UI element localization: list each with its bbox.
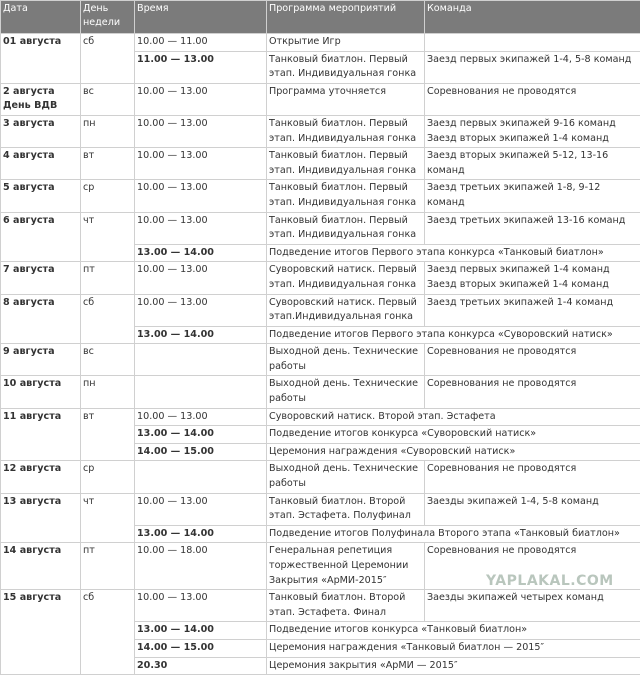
cell-day-of-week: пн (81, 376, 135, 408)
header-team: Команда (425, 1, 640, 34)
cell-program: Подведение итогов конкурса «Суворовский натиск» (267, 426, 640, 444)
cell-day-of-week: чт (81, 493, 135, 543)
date-text: 7 августа (3, 264, 55, 275)
date-text: 8 августа (3, 297, 55, 308)
cell-day-of-week: пн (81, 115, 135, 147)
cell-date (1, 212, 81, 262)
schedule-row (1, 212, 640, 244)
cell-program: Суворовский натиск. Второй этап. Эстафета (267, 408, 640, 426)
cell-program: Выходной день. Технические работы (267, 344, 425, 376)
cell-program: Подведение итогов Полуфинала Второго этапа «Танковый биатлон» (267, 525, 640, 543)
cell-time (135, 344, 267, 376)
cell-time: 10.00 — 18.00 (135, 543, 267, 590)
cell-team: Заезд первых экипажей 9-16 команд Заезд вторых экипажей 1-4 команд (425, 115, 640, 147)
schedule-body (1, 34, 640, 675)
cell-day-of-week: ср (81, 461, 135, 493)
date-text: 12 августа (3, 463, 61, 474)
cell-team: Заезды экипажей четырех команд (425, 590, 640, 622)
schedule-row (1, 294, 640, 326)
schedule-row (1, 344, 640, 376)
header-day (81, 1, 135, 34)
date-text: 15 августа (3, 592, 61, 603)
cell-day-of-week: вт (81, 148, 135, 180)
cell-time: 10.00 — 13.00 (135, 83, 267, 115)
cell-program: Выходной день. Технические работы (267, 461, 425, 493)
date-text: 4 августа (3, 150, 55, 161)
cell-date (1, 376, 81, 408)
cell-time: 13.00 — 14.00 (135, 525, 267, 543)
cell-program: Выходной день. Технические работы (267, 376, 425, 408)
cell-time: 10.00 — 13.00 (135, 148, 267, 180)
cell-day-of-week: сб (81, 34, 135, 84)
cell-time: 13.00 — 14.00 (135, 426, 267, 444)
date-text: 14 августа (3, 545, 61, 556)
cell-date (1, 115, 81, 147)
cell-program: Церемония закрытия «АрМИ — 2015″ (267, 657, 640, 675)
cell-program: Подведение итогов Первого этапа конкурса «Суворовский натиск» (267, 326, 640, 344)
cell-date (1, 344, 81, 376)
cell-time: 11.00 — 13.00 (135, 51, 267, 83)
cell-date (1, 83, 81, 115)
cell-program: Танковый биатлон. Первый этап. Индивидуальная гонка (267, 51, 425, 83)
cell-program: Танковый биатлон. Второй этап. Эстафета. Финал (267, 590, 425, 622)
header-day-line1: День (83, 3, 108, 14)
header-row (1, 1, 640, 34)
cell-date (1, 461, 81, 493)
cell-time: 10.00 — 13.00 (135, 590, 267, 622)
cell-program: Церемония награждения «Суворовский натиск» (267, 443, 640, 461)
cell-time (135, 376, 267, 408)
cell-time: 10.00 — 13.00 (135, 294, 267, 326)
cell-date (1, 408, 81, 461)
cell-program: Танковый биатлон. Первый этап. Индивидуальная гонка (267, 212, 425, 244)
cell-team: Заезд третьих экипажей 1-8, 9-12 команд (425, 180, 640, 212)
schedule-row (1, 148, 640, 180)
schedule-row (1, 590, 640, 622)
schedule-row (1, 262, 640, 294)
cell-program: Танковый биатлон. Первый этап. Индивидуальная гонка (267, 180, 425, 212)
cell-time: 10.00 — 11.00 (135, 34, 267, 52)
schedule-row (1, 461, 640, 493)
cell-program: Суворовский натиск. Первый этап.Индивидуальная гонка (267, 294, 425, 326)
cell-day-of-week: пт (81, 543, 135, 590)
cell-team: Соревнования не проводятся (425, 543, 640, 590)
cell-program: Танковый биатлон. Первый этап. Индивидуальная гонка (267, 115, 425, 147)
cell-team: Заезд первых экипажей 1-4, 5-8 команд (425, 51, 640, 83)
cell-day-of-week: вс (81, 83, 135, 115)
schedule-row (1, 543, 640, 590)
cell-day-of-week: вс (81, 344, 135, 376)
header-day-line2: недели (83, 17, 120, 28)
schedule-row (1, 34, 640, 52)
schedule-row (1, 180, 640, 212)
cell-program: Подведение итогов конкурса «Танковый биатлон» (267, 622, 640, 640)
cell-day-of-week: пт (81, 262, 135, 294)
header-program: Программа мероприятий (267, 1, 425, 34)
cell-program: Подведение итогов Первого этапа конкурса «Танковый биатлон» (267, 244, 640, 262)
cell-team: Заезд вторых экипажей 5-12, 13-16 команд (425, 148, 640, 180)
cell-date (1, 180, 81, 212)
header-time: Время (135, 1, 267, 34)
date-text: 13 августа (3, 496, 61, 507)
cell-team: Заезд первых экипажей 1-4 команд Заезд вторых экипажей 1-4 команд (425, 262, 640, 294)
cell-team: Заезд третьих экипажей 13-16 команд (425, 212, 640, 244)
date-text: 01 августа (3, 36, 61, 47)
cell-time: 13.00 — 14.00 (135, 622, 267, 640)
schedule-row (1, 83, 640, 115)
cell-date (1, 543, 81, 590)
schedule-row (1, 408, 640, 426)
cell-program: Генеральная репетиция торжественной Церемонии Закрытия «АрМИ-2015″ (267, 543, 425, 590)
cell-program: Церемония награждения «Танковый биатлон — 2015″ (267, 639, 640, 657)
cell-time (135, 461, 267, 493)
schedule-row (1, 115, 640, 147)
date-text: 3 августа (3, 118, 55, 129)
cell-team: Заезды экипажей 1-4, 5-8 команд (425, 493, 640, 525)
cell-time: 13.00 — 14.00 (135, 244, 267, 262)
schedule-row (1, 493, 640, 525)
cell-time: 10.00 — 13.00 (135, 408, 267, 426)
watermark: YAPLAKAL.COM (486, 573, 614, 589)
cell-program: Танковый биатлон. Первый этап. Индивидуальная гонка (267, 148, 425, 180)
cell-date (1, 148, 81, 180)
cell-team: Соревнования не проводятся (425, 461, 640, 493)
cell-date (1, 590, 81, 675)
cell-date (1, 294, 81, 344)
date-text: 2 августа (3, 86, 55, 97)
cell-day-of-week: чт (81, 212, 135, 262)
cell-day-of-week: вт (81, 408, 135, 461)
cell-program: Программа уточняется (267, 83, 425, 115)
cell-day-of-week: ср (81, 180, 135, 212)
cell-date (1, 493, 81, 543)
date-text: 5 августа (3, 182, 55, 193)
cell-time: 10.00 — 13.00 (135, 262, 267, 294)
cell-team: Соревнования не проводятся (425, 83, 640, 115)
cell-day-of-week: сб (81, 590, 135, 675)
cell-time: 10.00 — 13.00 (135, 212, 267, 244)
cell-time: 10.00 — 13.00 (135, 180, 267, 212)
cell-day-of-week: сб (81, 294, 135, 344)
header-date: Дата (1, 1, 81, 34)
date-text: 10 августа (3, 378, 61, 389)
date-text: 6 августа (3, 215, 55, 226)
cell-time: 20.30 (135, 657, 267, 675)
cell-team: Соревнования не проводятся (425, 376, 640, 408)
cell-program: Танковый биатлон. Второй этап. Эстафета. Полуфинал (267, 493, 425, 525)
cell-date (1, 262, 81, 294)
cell-team: Заезд третьих экипажей 1-4 команд (425, 294, 640, 326)
cell-program: Суворовский натиск. Первый этап. Индивидуальная гонка (267, 262, 425, 294)
cell-time: 10.00 — 13.00 (135, 115, 267, 147)
cell-time: 13.00 — 14.00 (135, 326, 267, 344)
date-text: 11 августа (3, 411, 61, 422)
cell-time: 14.00 — 15.00 (135, 443, 267, 461)
date-note: День ВДВ (3, 100, 57, 111)
cell-date (1, 34, 81, 84)
cell-program: Открытие Игр (267, 34, 425, 52)
date-text: 9 августа (3, 346, 55, 357)
schedule-row (1, 376, 640, 408)
cell-team (425, 34, 640, 52)
cell-time: 14.00 — 15.00 (135, 639, 267, 657)
cell-team: Соревнования не проводятся (425, 344, 640, 376)
cell-time: 10.00 — 13.00 (135, 493, 267, 525)
